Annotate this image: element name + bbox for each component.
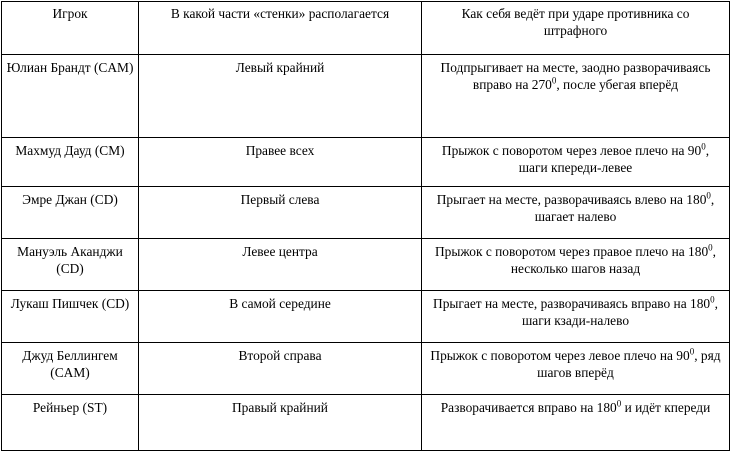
behavior-cell	[422, 55, 730, 138]
degree-superscript: 0	[689, 346, 695, 357]
behavior-text: Прыгает на месте, разворачиваясь влево на 180	[436, 192, 707, 207]
player-cell: Махмуд Дауд (CM)	[2, 138, 139, 187]
degree-superscript: 0	[616, 398, 622, 409]
behavior-text: Прыжок с поворотом через левое плечо на 90	[430, 348, 690, 363]
degree-superscript: 0	[706, 190, 711, 201]
degree-superscript: 0	[701, 141, 706, 152]
position-cell: Левее центра	[139, 239, 422, 291]
table-row	[2, 55, 730, 138]
behavior-cell	[422, 138, 730, 187]
behavior-text-tail: , несколько шагов назад	[510, 244, 716, 276]
table-row	[2, 239, 730, 291]
player-cell: Рейньер (ST)	[2, 395, 139, 451]
behavior-text-tail: , после убегая вперёд	[556, 77, 679, 92]
position-cell: Первый слева	[139, 187, 422, 239]
table-header-row	[2, 2, 730, 55]
behavior-text-tail: , ряд шагов вперёд	[537, 348, 721, 380]
player-cell: Лукаш Пишчек (CD)	[2, 291, 139, 343]
behavior-text-tail: , шагает налево	[534, 192, 715, 224]
behavior-text-tail: и идёт кпереди	[621, 400, 711, 415]
position-cell: Правый крайний	[139, 395, 422, 451]
behavior-text: Прыжок с поворотом через левое плечо на 90	[441, 143, 702, 158]
behavior-text: Прыгает на месте, разворачиваясь вправо на 180	[433, 296, 711, 311]
position-cell: Правее всех	[139, 138, 422, 187]
degree-superscript: 0	[551, 75, 557, 86]
player-cell: Эмре Джан (CD)	[2, 187, 139, 239]
behavior-text: Подпрыгивает на месте, заодно разворачиваясь вправо на 270	[440, 60, 711, 92]
players-wall-table	[1, 1, 730, 451]
position-cell: Второй справа	[139, 343, 422, 395]
player-cell: Мануэль Аканджи (CD)	[2, 239, 139, 291]
behavior-text: Прыжок с поворотом через правое плечо на 180	[435, 244, 709, 259]
degree-superscript: 0	[710, 294, 715, 305]
behavior-text-tail: , шаги кзади-налево	[521, 296, 718, 328]
header-cell-behavior: Как себя ведёт при ударе противника со штрафного	[422, 2, 730, 55]
position-cell: Левый крайний	[139, 55, 422, 138]
behavior-text: Разворачивается вправо на 180	[440, 400, 617, 415]
behavior-cell	[422, 239, 730, 291]
table-row	[2, 395, 730, 451]
table-row	[2, 291, 730, 343]
player-cell: Юлиан Брандт (CAM)	[2, 55, 139, 138]
header-cell-position: В какой части «стенки» располагается	[139, 2, 422, 55]
table-row	[2, 138, 730, 187]
behavior-cell	[422, 291, 730, 343]
degree-superscript: 0	[708, 242, 713, 253]
table-row	[2, 187, 730, 239]
behavior-cell	[422, 343, 730, 395]
behavior-text-tail: , шаги кпереди-левее	[518, 143, 710, 175]
table-row	[2, 343, 730, 395]
position-cell: В самой середине	[139, 291, 422, 343]
behavior-cell	[422, 187, 730, 239]
player-cell: Джуд Беллингем (CAM)	[2, 343, 139, 395]
header-cell-player: Игрок	[2, 2, 139, 55]
behavior-cell	[422, 395, 730, 451]
